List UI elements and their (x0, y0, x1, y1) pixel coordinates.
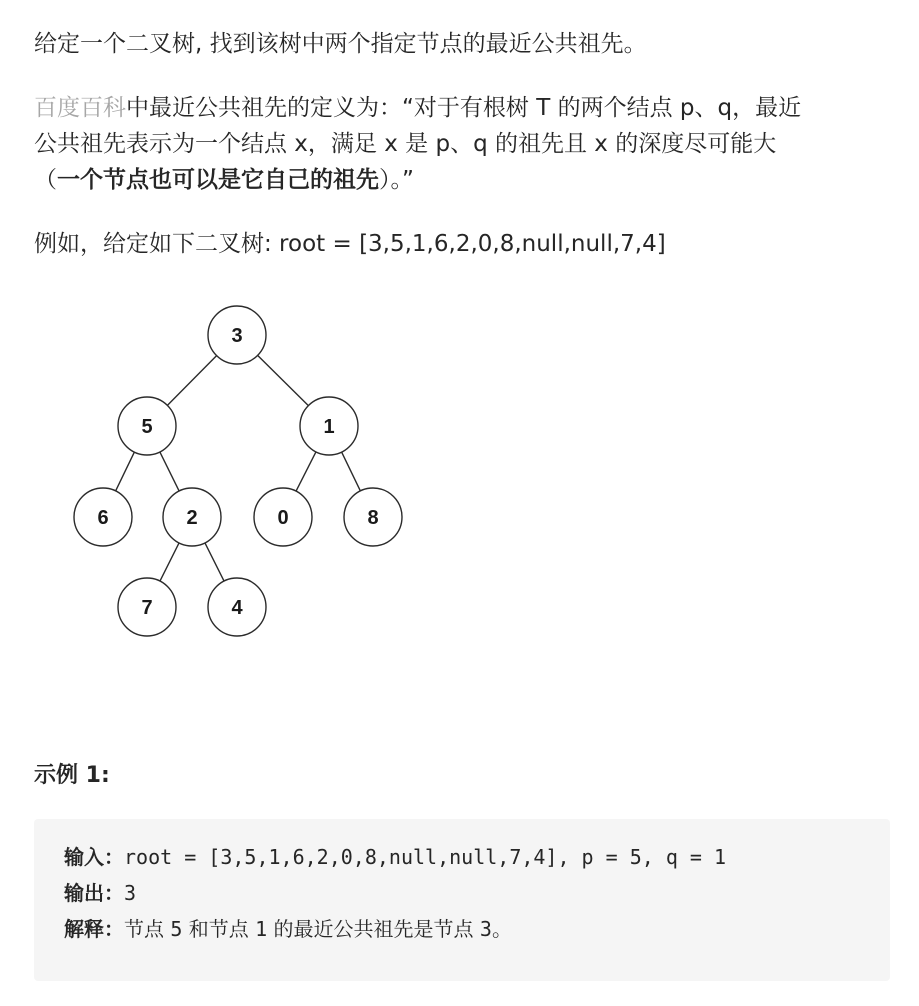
explain-num1: 5 (170, 917, 183, 941)
tree-node-label: 8 (367, 507, 379, 529)
tree-node-label: 4 (231, 597, 243, 619)
tree-node-label: 6 (97, 507, 109, 529)
input-label: 输入： (64, 845, 124, 869)
definition-bold-note: 一个节点也可以是它自己的祖先 (57, 167, 379, 193)
tree-edge-2-4 (205, 543, 224, 581)
explain-part4: 。 (491, 917, 512, 941)
baidu-baike-link[interactable]: 百度百科 (34, 95, 126, 121)
explain-part1: 节点 (124, 917, 171, 941)
input-line (64, 839, 890, 875)
tree-node-label: 3 (231, 325, 243, 347)
explain-num3: 3 (479, 917, 492, 941)
tree-node-8 (344, 488, 402, 546)
example-intro-text: 例如，给定如下二叉树: root = [3,5,1,6,2,0,8,null,null,7,4] (34, 231, 666, 257)
tree-edge-5-6 (116, 452, 135, 491)
definition-close: ）。” (379, 167, 414, 193)
explain-line (64, 911, 890, 947)
tree-node-1 (300, 397, 358, 455)
tree-edge-5-2 (160, 452, 179, 491)
tree-edge-3-1 (258, 355, 309, 405)
definition-line2: 公共祖先表示为一个结点 x，满足 x 是 p、q 的祖先且 x 的深度尽可能大 (34, 131, 777, 157)
tree-node-2 (163, 488, 221, 546)
explain-part2: 和节点 (182, 917, 256, 941)
tree-node-7 (118, 578, 176, 636)
output-label: 输出： (64, 881, 124, 905)
output-line (64, 875, 890, 911)
tree-node-label: 0 (277, 507, 289, 529)
tree-node-label: 5 (141, 416, 153, 438)
output-value: 3 (124, 881, 137, 905)
explain-num2: 1 (255, 917, 268, 941)
definition-paragraph (34, 90, 801, 198)
tree-edge-3-5 (167, 356, 216, 406)
tree-node-3 (208, 306, 266, 364)
explain-part3: 的最近公共祖先是节点 (267, 917, 480, 941)
tree-node-label: 2 (186, 507, 198, 529)
tree-node-4 (208, 578, 266, 636)
input-value: root = [3,5,1,6,2,0,8,null,null,7,4], p = 5, q = 1 (124, 845, 727, 869)
definition-line1: 中最近公共祖先的定义为：“对于有根树 T 的两个结点 p、q，最近 (126, 95, 802, 121)
binary-tree-svg (70, 305, 410, 645)
example-1-code-block (34, 819, 890, 981)
intro-paragraph (34, 26, 647, 62)
tree-node-label: 7 (141, 597, 153, 619)
tree-node-5 (118, 397, 176, 455)
example-intro-paragraph (34, 226, 666, 262)
tree-node-label: 1 (323, 416, 335, 438)
binary-tree-diagram (70, 305, 410, 645)
tree-node-0 (254, 488, 312, 546)
tree-edge-2-7 (160, 543, 179, 581)
definition-open-paren: （ (34, 167, 57, 193)
example-1-title: 示例 1: (34, 763, 110, 788)
tree-edge-1-8 (342, 452, 361, 491)
explain-label: 解释： (64, 917, 124, 941)
tree-node-6 (74, 488, 132, 546)
intro-text: 给定一个二叉树, 找到该树中两个指定节点的最近公共祖先。 (34, 31, 647, 57)
tree-edge-1-0 (296, 452, 316, 491)
